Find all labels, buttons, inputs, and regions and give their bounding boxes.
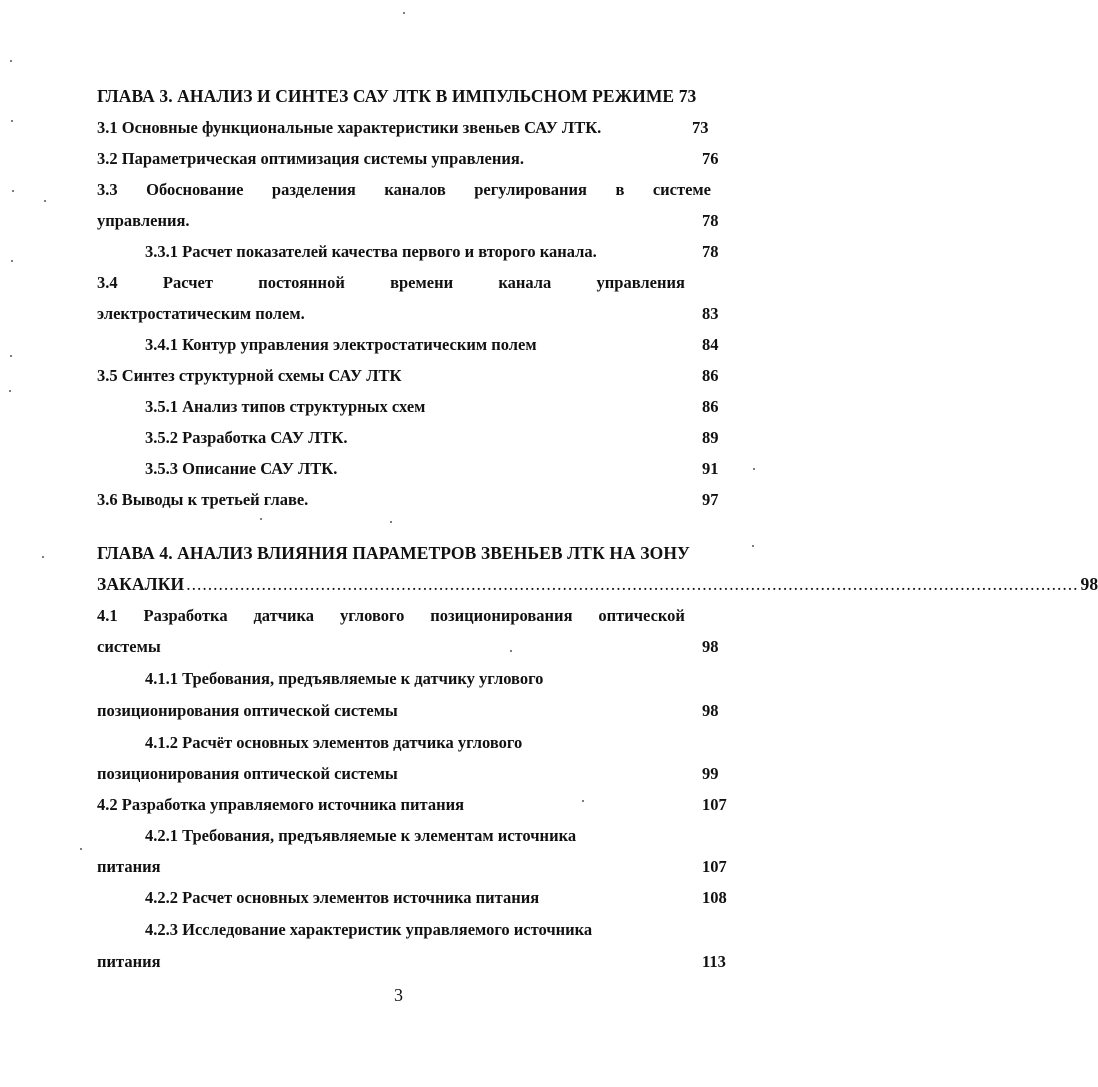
- toc-entry-text: 3.5.1 Анализ типов структурных схем: [145, 397, 426, 416]
- toc-entry-text: 3.6 Выводы к третьей главе.: [97, 490, 309, 509]
- toc-entry-3-5-3: [145, 459, 337, 479]
- toc-word: постоянной: [258, 273, 345, 292]
- scan-speck: [390, 521, 392, 523]
- toc-entry-page: 91: [702, 459, 719, 478]
- chapter-page: 98: [1080, 574, 1098, 594]
- chapter-4-heading: [97, 543, 737, 563]
- toc-word: Расчет: [162, 273, 213, 292]
- toc-entry-text: 3.1 Основные функциональные характеристики звеньев САУ ЛТК.: [97, 118, 602, 137]
- toc-entry-3-5-1: [145, 397, 425, 417]
- toc-entry-page: 86: [702, 397, 719, 416]
- toc-word: регулирования: [474, 180, 587, 199]
- toc-entry-text: 4.1.1 Требования, предъявляемые к датчику углового: [145, 669, 544, 688]
- scan-speck: [752, 545, 754, 547]
- toc-entry-page: 84: [702, 335, 719, 354]
- toc-word: датчика: [253, 606, 315, 625]
- toc-entry-page: 99: [702, 764, 719, 783]
- toc-entry-page: 78: [702, 242, 719, 261]
- toc-word: оптической: [598, 606, 685, 625]
- toc-entry-text: 4.1.2 Расчёт основных элементов датчика углового: [145, 733, 523, 752]
- toc-entry-text-cont: позиционирования оптической системы: [97, 701, 398, 720]
- toc-entry-4-1-2: [145, 733, 522, 753]
- toc-entry-text: 3.3.1 Расчет показателей качества первого и второго канала.: [145, 242, 597, 261]
- toc-word: позиционирования: [430, 606, 573, 625]
- toc-entry-text: 4.2.3 Исследование характеристик управляемого источника: [145, 920, 593, 939]
- toc-entry-text: 3.5.3 Описание САУ ЛТК.: [145, 459, 338, 478]
- scan-speck: [510, 650, 512, 652]
- toc-entry-page: 86: [702, 366, 719, 385]
- toc-entry-4-2: [97, 795, 721, 815]
- chapter-page: 73: [678, 86, 697, 106]
- toc-entry-3-6: [97, 490, 721, 510]
- scan-speck: [753, 468, 755, 470]
- toc-entry-3-5-2: [145, 428, 348, 448]
- scan-speck: [11, 260, 13, 262]
- scan-speck: [12, 190, 14, 192]
- toc-entry-text: [97, 180, 711, 200]
- scan-speck: [10, 355, 12, 357]
- scan-speck: [42, 556, 44, 558]
- toc-word: 3.4: [97, 273, 118, 292]
- leader-dots: ......................................................................................................................................................................: [186, 574, 1079, 594]
- toc-entry-page: 97: [702, 490, 719, 509]
- toc-entry-page: 98: [702, 701, 719, 720]
- toc-entry-text-cont: питания: [97, 857, 161, 876]
- toc-entry-text: 3.5.2 Разработка САУ ЛТК.: [145, 428, 348, 447]
- chapter-title-cont: ЗАКАЛКИ: [97, 574, 185, 594]
- toc-word: углового: [339, 606, 405, 625]
- toc-entry-text-cont: электростатическим полем.: [97, 304, 305, 323]
- toc-entry-3-2: [97, 149, 721, 169]
- toc-entry-page: 83: [702, 304, 719, 323]
- toc-entry-3-1: [97, 118, 721, 138]
- scan-speck: [403, 12, 405, 14]
- scan-speck: [80, 848, 82, 850]
- toc-entry-text-cont: системы: [97, 637, 161, 656]
- chapter-4-heading-cont: [97, 574, 1098, 594]
- toc-word: каналов: [384, 180, 446, 199]
- scan-speck: [10, 60, 12, 62]
- chapter-title: ГЛАВА 4. АНАЛИЗ ВЛИЯНИЯ ПАРАМЕТРОВ ЗВЕНЬЕВ ЛТК НА ЗОНУ: [97, 543, 690, 563]
- toc-entry-3-5: [97, 366, 721, 386]
- scan-speck: [9, 390, 11, 392]
- toc-entry-4-2-2: [145, 888, 539, 908]
- toc-entry-text-cont: питания: [97, 952, 161, 971]
- scan-speck: [582, 800, 584, 802]
- toc-word: 4.1: [97, 606, 118, 625]
- toc-entry-page: 76: [702, 149, 719, 168]
- toc-word: разделения: [271, 180, 356, 199]
- toc-word: системе: [652, 180, 711, 199]
- toc-entry-text-cont: позиционирования оптической системы: [97, 764, 398, 783]
- toc-entry-page: 107: [702, 795, 727, 814]
- toc-word: управления: [596, 273, 685, 292]
- toc-entry-text: 3.5 Синтез структурной схемы САУ ЛТК: [97, 366, 402, 385]
- toc-entry-text: 3.4.1 Контур управления электростатическим полем: [145, 335, 537, 354]
- toc-entry-text: 4.2.2 Расчет основных элементов источника питания: [145, 888, 540, 907]
- toc-entry-4-1-1: [145, 669, 543, 689]
- scan-speck: [44, 200, 46, 202]
- toc-word: Обоснование: [146, 180, 244, 199]
- toc-entry-4-2-1: [145, 826, 576, 846]
- chapter-3-heading: [97, 86, 737, 106]
- toc-entry-4-2-3: [145, 920, 592, 940]
- chapter-title: ГЛАВА 3. АНАЛИЗ И СИНТЕЗ САУ ЛТК В ИМПУЛЬСНОМ РЕЖИМЕ: [97, 86, 675, 106]
- toc-entry-page: 78: [702, 211, 719, 230]
- toc-word: Разработка: [143, 606, 228, 625]
- toc-entry-4-1: [97, 606, 685, 626]
- toc-entry-text: 4.2.1 Требования, предъявляемые к элементам источника: [145, 826, 577, 845]
- toc-word: в: [615, 180, 625, 199]
- toc-entry-text: 4.2 Разработка управляемого источника питания: [97, 795, 465, 814]
- toc-entry-text-cont: управления.: [97, 211, 190, 230]
- toc-entry-page: 108: [702, 888, 727, 907]
- toc-word: времени: [390, 273, 454, 292]
- scan-speck: [11, 120, 13, 122]
- scan-speck: [260, 518, 262, 520]
- toc-entry-text: 3.2 Параметрическая оптимизация системы управления.: [97, 149, 524, 168]
- toc-entry-page: 98: [702, 637, 719, 656]
- toc-entry-3-3: [97, 180, 711, 200]
- toc-entry-page: 89: [702, 428, 719, 447]
- toc-entry-page: 107: [702, 857, 727, 876]
- toc-entry-page: 73: [692, 118, 709, 137]
- toc-entry-page: 113: [702, 952, 726, 971]
- toc-entry-3-4: [97, 273, 685, 293]
- toc-word: 3.3: [97, 180, 118, 199]
- toc-entry-3-4-1: [145, 335, 537, 355]
- toc-entry-3-3-1: [145, 242, 597, 262]
- toc-entry-text: [97, 273, 685, 293]
- page-number: 3: [394, 985, 403, 1005]
- toc-word: канала: [498, 273, 552, 292]
- toc-entry-text: [97, 606, 685, 626]
